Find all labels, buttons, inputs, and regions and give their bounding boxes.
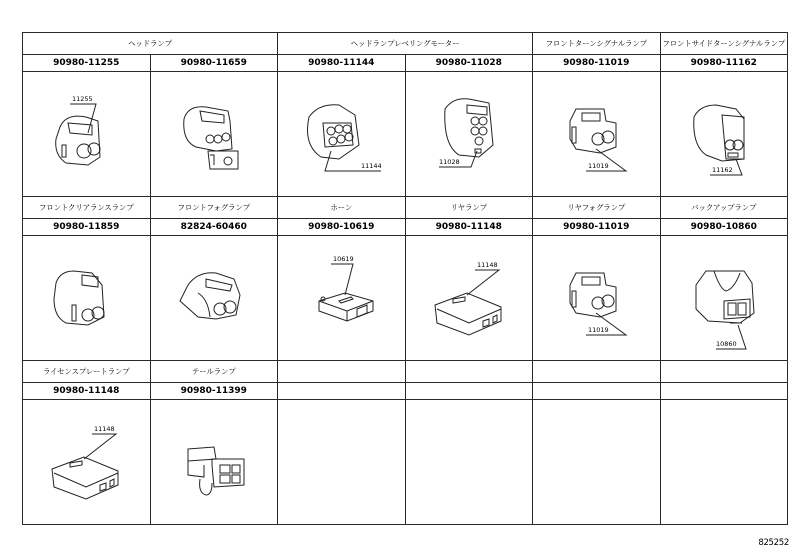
callout-label: 11144 bbox=[361, 162, 382, 170]
callout-label: 11019 bbox=[588, 162, 609, 170]
callout-label: 11162 bbox=[711, 166, 733, 174]
part-number: 90980-11859 bbox=[23, 219, 151, 236]
callout-label: 11255 bbox=[72, 95, 93, 103]
group-label: リヤランプ bbox=[405, 197, 533, 219]
group-label-row-3 bbox=[23, 361, 788, 383]
connector-illustration-cell bbox=[660, 72, 788, 197]
part-number: 90980-11144 bbox=[278, 55, 406, 72]
part-number: 90980-11028 bbox=[405, 55, 533, 72]
connector-illustration-cell bbox=[405, 236, 533, 361]
group-label: バックアップランプ bbox=[660, 197, 788, 219]
connector-6pin-icon bbox=[281, 75, 401, 193]
part-number-row-3 bbox=[23, 383, 788, 400]
connector-flat-icon bbox=[281, 239, 401, 357]
part-number: 90980-11659 bbox=[150, 55, 278, 72]
connector-illustration-cell bbox=[23, 236, 151, 361]
connector-illustration-cell bbox=[533, 72, 661, 197]
group-label: リヤフォグランプ bbox=[533, 197, 661, 219]
connector-illustration-cell bbox=[150, 236, 278, 361]
empty-cell bbox=[533, 400, 661, 525]
connector-3pin-icon bbox=[154, 75, 274, 193]
connector-illustration-cell bbox=[23, 400, 151, 525]
connector-illustration-cell bbox=[150, 72, 278, 197]
connector-2pin-icon bbox=[536, 75, 656, 193]
connector-4pin-icon bbox=[154, 403, 274, 521]
part-number: 90980-11148 bbox=[23, 383, 151, 400]
callout-label: 11148 bbox=[94, 425, 115, 433]
group-label bbox=[533, 361, 661, 383]
group-label: フロントフォグランプ bbox=[150, 197, 278, 219]
part-number bbox=[533, 383, 661, 400]
callout-label: 10860 bbox=[715, 340, 737, 348]
part-number bbox=[278, 383, 406, 400]
callout-label: 11028 bbox=[438, 158, 460, 166]
group-label bbox=[278, 361, 406, 383]
part-number: 90980-11148 bbox=[405, 219, 533, 236]
empty-cell bbox=[405, 400, 533, 525]
connector-illustration-cell bbox=[278, 72, 406, 197]
illustration-row-2 bbox=[23, 236, 788, 361]
connector-illustration-cell bbox=[533, 236, 661, 361]
group-label: ホーン bbox=[278, 197, 406, 219]
connector-5pin-icon bbox=[409, 75, 529, 193]
group-label: ヘッドランプレベリングモーター bbox=[278, 33, 533, 55]
part-number: 90980-11255 bbox=[23, 55, 151, 72]
connector-illustration-cell bbox=[660, 236, 788, 361]
drawing-code: 825252 bbox=[758, 538, 789, 548]
illustration-row-3 bbox=[23, 400, 788, 525]
group-label: フロントターンシグナルランプ bbox=[533, 33, 661, 55]
part-number: 90980-10860 bbox=[660, 219, 788, 236]
callout-label: 10619 bbox=[333, 255, 354, 263]
empty-cell bbox=[278, 400, 406, 525]
connector-flat-icon bbox=[409, 239, 529, 357]
group-label: ヘッドランプ bbox=[23, 33, 278, 55]
connector-parts-sheet bbox=[22, 32, 787, 527]
connector-2pin-icon bbox=[664, 75, 784, 193]
connector-2pin-icon bbox=[26, 239, 146, 357]
group-label bbox=[405, 361, 533, 383]
part-number-row-2 bbox=[23, 219, 788, 236]
part-number: 90980-11399 bbox=[150, 383, 278, 400]
group-label-row-1 bbox=[23, 33, 788, 55]
group-label: フロントサイドターンシグナルランプ bbox=[660, 33, 788, 55]
callout-label: 11148 bbox=[476, 261, 498, 269]
group-label-row-2 bbox=[23, 197, 788, 219]
group-label: ライセンスプレートランプ bbox=[23, 361, 151, 383]
connector-illustration-cell bbox=[150, 400, 278, 525]
connector-illustration-cell bbox=[278, 236, 406, 361]
connector-illustration-cell bbox=[23, 72, 151, 197]
part-number bbox=[660, 383, 788, 400]
part-number: 82824-60460 bbox=[150, 219, 278, 236]
callout-label: 11019 bbox=[588, 326, 609, 334]
part-number: 90980-11019 bbox=[533, 219, 661, 236]
part-number bbox=[405, 383, 533, 400]
connector-table bbox=[22, 32, 788, 525]
connector-2pin-icon bbox=[536, 239, 656, 357]
group-label: テールランプ bbox=[150, 361, 278, 383]
part-number: 90980-11019 bbox=[533, 55, 661, 72]
group-label: フロントクリアランスランプ bbox=[23, 197, 151, 219]
part-number-row-1 bbox=[23, 55, 788, 72]
connector-2pin-icon bbox=[154, 239, 274, 357]
connector-2pin-icon bbox=[26, 75, 146, 193]
illustration-row-1 bbox=[23, 72, 788, 197]
group-label bbox=[660, 361, 788, 383]
connector-2pin-icon bbox=[664, 239, 784, 357]
part-number: 90980-11162 bbox=[660, 55, 788, 72]
part-number: 90980-10619 bbox=[278, 219, 406, 236]
connector-illustration-cell bbox=[405, 72, 533, 197]
empty-cell bbox=[660, 400, 788, 525]
connector-flat-icon bbox=[26, 403, 146, 521]
